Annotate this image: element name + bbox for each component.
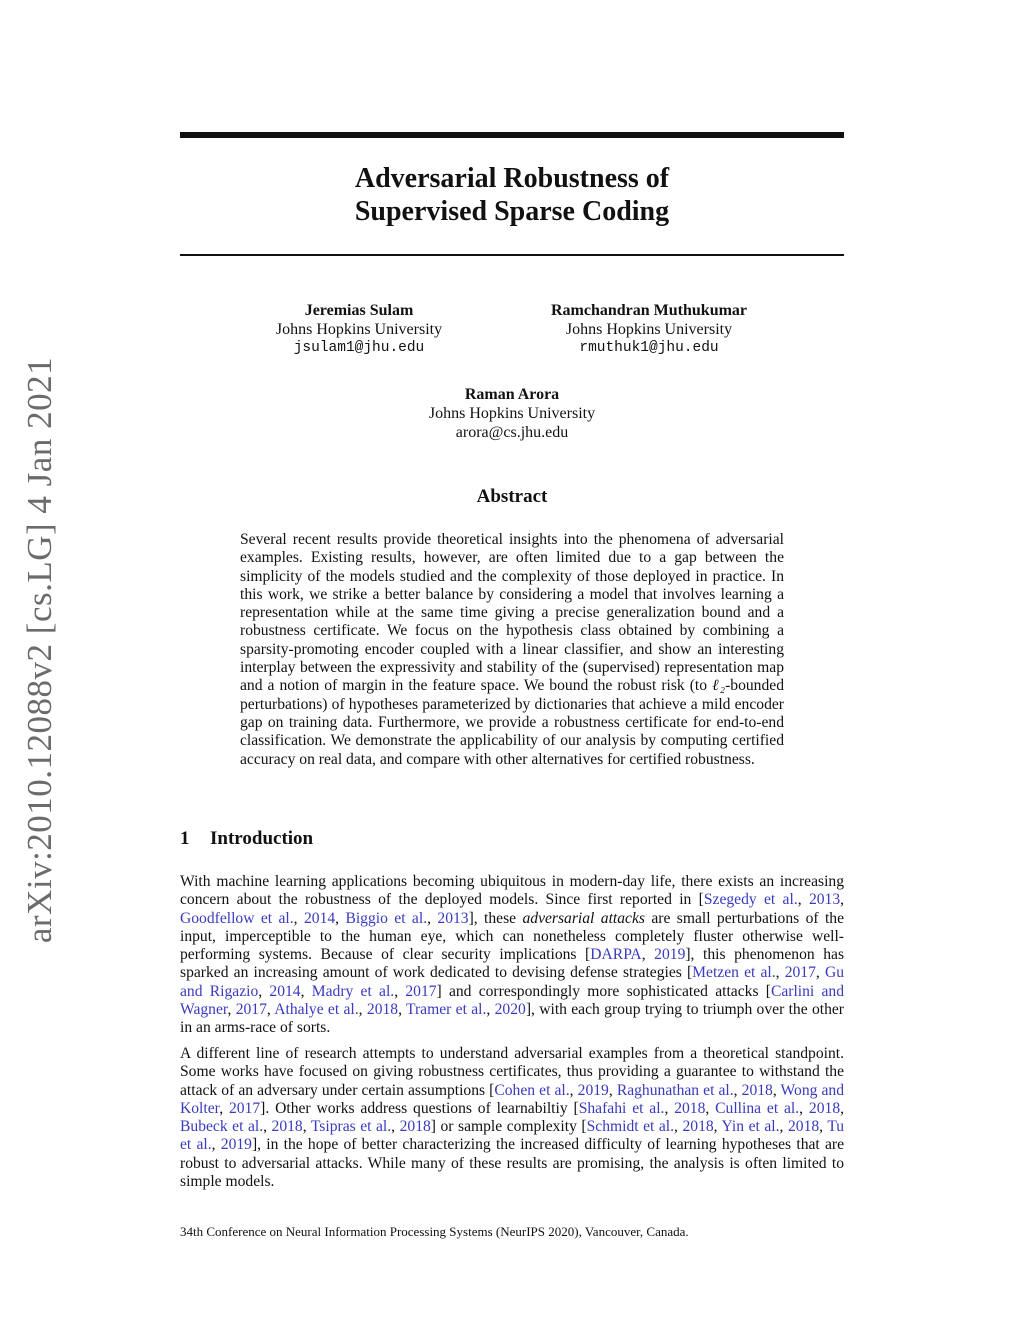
section-heading	[180, 828, 313, 850]
citation-link[interactable]: Gu and Rigazio	[180, 964, 845, 1000]
citation-link[interactable]: Wong and Kolter	[180, 1081, 845, 1117]
title-rule-bottom	[180, 254, 844, 256]
citation-link[interactable]: Carlini and Wagner	[180, 982, 845, 1019]
citation-link[interactable]: Cohen et al.	[494, 1081, 570, 1099]
citation-link[interactable]: 2017	[784, 964, 816, 982]
author-block	[259, 301, 459, 358]
author-block	[534, 301, 764, 358]
author-name: Ramchandran Muthukumar	[550, 302, 748, 319]
citation-link[interactable]: 2017	[228, 1099, 261, 1117]
author-name: Raman Arora	[464, 386, 560, 403]
citation-link[interactable]: 2018	[271, 1118, 303, 1136]
citation-link[interactable]: 2017	[405, 982, 437, 1000]
citation-link[interactable]: 2018	[808, 1099, 841, 1117]
citation-link[interactable]: Cullina et al.	[715, 1099, 800, 1117]
citation-link[interactable]: Madry et al.	[311, 982, 395, 1000]
citation-link[interactable]: 2019	[654, 946, 686, 964]
citation-link[interactable]: Athalye et al.	[274, 1001, 359, 1019]
citation-link[interactable]: 2018	[741, 1081, 773, 1099]
emphasis-text: adversarial attacks	[522, 909, 645, 927]
l2-norm-symbol: ℓ₂	[712, 677, 726, 695]
author-email[interactable]: arora@cs.jhu.edu	[455, 424, 569, 441]
citation-link[interactable]: 2013	[808, 891, 841, 909]
citation-link[interactable]: 2020	[494, 1001, 526, 1019]
citation-link[interactable]: Biggio et al.	[345, 909, 428, 927]
title-rule-top	[180, 132, 844, 138]
citation-link[interactable]: Szegedy et al.	[703, 891, 798, 909]
citation-link[interactable]: 2018	[399, 1118, 431, 1136]
section-number: 1	[180, 828, 190, 849]
citation-link[interactable]: Goodfellow et al.	[180, 909, 294, 927]
citation-link[interactable]: 2017	[235, 1001, 267, 1019]
author-block	[400, 385, 624, 442]
title-line-2: Supervised Sparse Coding	[354, 196, 670, 227]
conference-footnote: 34th Conference on Neural Information Processing Systems (NeurIPS 2020), Vancouver, Canada.	[180, 1224, 689, 1239]
citation-link[interactable]: 2019	[577, 1081, 609, 1099]
citation-link[interactable]: Yin et al.	[721, 1118, 780, 1136]
author-affiliation: Johns Hopkins University	[275, 321, 443, 338]
citation-link[interactable]: 2018	[682, 1118, 714, 1136]
citation-link[interactable]: Tsipras et al.	[310, 1118, 392, 1136]
abstract-heading: Abstract	[476, 486, 548, 507]
citation-link[interactable]: 2018	[674, 1099, 706, 1117]
author-email[interactable]: rmuthuk1@jhu.edu	[579, 340, 719, 356]
citation-link[interactable]: Metzen et al.	[692, 964, 776, 982]
citation-link[interactable]: Bubeck et al.	[180, 1118, 264, 1136]
author-email[interactable]: jsulam1@jhu.edu	[293, 340, 425, 356]
author-affiliation: Johns Hopkins University	[565, 321, 733, 338]
intro-paragraph-2: A different line of research attempts to understand adversarial examples from a theoretical standpoint. Some works have focused on giving robustness certificates, thus providing a guarantee to withstand the attack of an adversary under certain assumptions [Cohen et al., 2019, Raghunathan et al., 2018, Wong and Kolter, 2017]. Other works address questions of learnabiltiy [Shafahi et al., 2018, Cullina et al., 2018, Bubeck et al., 2018, Tsipras et al., 2018] or sample complexity [Schmidt et al., 2018, Yin et al., 2018, Tu et al., 2019], in the hope of better characterizing the increased difficulty of learning hypotheses that are robust to adversarial attacks. While many of these results are promising, the analysis is often limited to simple models.	[180, 1045, 845, 1191]
citation-link[interactable]: 2018	[787, 1118, 820, 1136]
author-name: Jeremias Sulam	[304, 302, 414, 319]
paper-title	[180, 162, 844, 228]
citation-link[interactable]: Raghunathan et al.	[616, 1081, 734, 1099]
section-title: Introduction	[210, 828, 314, 849]
intro-paragraph-1: With machine learning applications becoming ubiquitous in modern-day life, there exists an increasing concern about the robustness of the deployed models. Since first reported in [Szegedy et al., 2013, Goodfellow et al., 2014, Biggio et al., 2013], these adversarial attacks are small perturbations of the input, imperceptible to the human eye, which can nonetheless completely fluster otherwise well-performing systems. Because of clear security implications [DARPA, 2019], this phenomenon has sparked an increasing amount of work dedicated to devising defense strategies [Metzen et al., 2017, Gu and Rigazio, 2014, Madry et al., 2017] and correspondingly more sophisticated attacks [Carlini and Wagner, 2017, Athalye et al., 2018, Tramer et al., 2020], with each group trying to triumph over the other in an arms-race of sorts.	[180, 873, 845, 1037]
citation-link[interactable]: 2013	[437, 909, 469, 927]
citation-link[interactable]: 2018	[366, 1001, 399, 1019]
author-affiliation: Johns Hopkins University	[428, 405, 596, 422]
title-line-1: Adversarial Robustness of	[354, 163, 670, 194]
citation-link[interactable]: 2014	[269, 982, 301, 1000]
citation-link[interactable]: Tu et al.	[180, 1118, 845, 1154]
arxiv-stamp-text: arXiv:2010.12088v2 [cs.LG] 4 Jan 2021	[20, 356, 59, 944]
citation-link[interactable]: 2014	[303, 909, 336, 927]
citation-link[interactable]: Shafahi et al.	[578, 1099, 665, 1117]
citation-link[interactable]: Schmidt et al.	[586, 1118, 675, 1136]
citation-link[interactable]: Tramer et al.	[406, 1001, 487, 1019]
abstract-text: Several recent results provide theoretical insights into the phenomena of adversarial examples. Existing results, however, are often limited due to a gap between the simplicity of the models studied and the complexity of those deployed in practice. In this work, we strike a better balance by considering a model that involves learning a representation while at the same time giving a precise generalization bound and a robustness certificate. We focus on the hypothesis class obtained by combining a sparsity-promoting encoder coupled with a linear classifier, and show an interesting interplay between the expressivity and stability of the (supervised) representation map and a notion of margin in the feature space. We bound the robust risk (to ℓ₂-bounded perturbations) of hypotheses parameterized by dictionaries that achieve a mild encoder gap on training data. Furthermore, we provide a robustness certificate for end-to-end classification. We demonstrate the applicability of our analysis by computing certified accuracy on real data, and compare with other alternatives for certified robustness.	[240, 531, 784, 768]
citation-link[interactable]: DARPA	[590, 946, 642, 964]
citation-link[interactable]: 2019	[220, 1136, 252, 1154]
